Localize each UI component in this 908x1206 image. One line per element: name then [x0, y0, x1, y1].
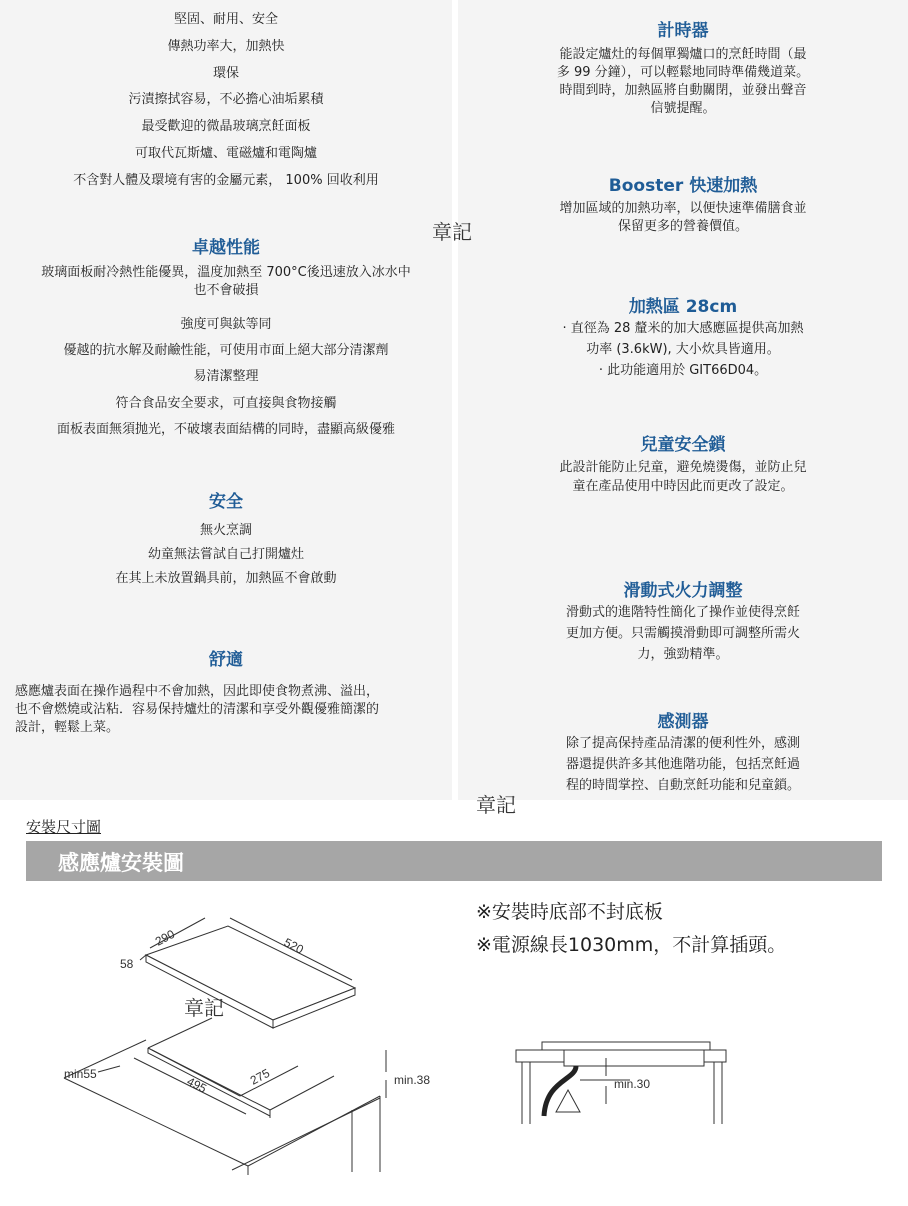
safety-line: 幼童無法嘗試自己打開爐灶: [147, 547, 304, 562]
timer-line: 信號提醒。: [650, 101, 716, 116]
sensor-line: 程的時間掌控、自動烹飪功能和兒童鎖。: [565, 778, 800, 793]
safety-line: 在其上未放置鍋具前，加熱區不會啟動: [115, 571, 337, 586]
comfort-line: 感應爐表面在操作過程中不會加熱，因此即使食物煮沸、溢出，: [15, 684, 380, 699]
performance-line: 優越的抗水解及耐鹼性能，可使用市面上絕大部分清潔劑: [63, 343, 389, 358]
dim-275-label: 275: [247, 1065, 273, 1088]
intro-line: 環保: [212, 66, 239, 81]
slider-line: 更加方便。只需觸摸滑動即可調整所需火: [565, 626, 800, 641]
childlock-line: 童在產品使用中時因此而更改了設定。: [572, 479, 794, 494]
childlock-line: 此設計能防止兒童，避免燒燙傷，並防止兒: [559, 460, 807, 475]
booster-line: 保留更多的營養價值。: [617, 219, 748, 234]
dim-min38-label: min.38: [394, 1073, 431, 1087]
safety-heading: 安全: [209, 492, 243, 512]
cross-section-diagram: [510, 1030, 770, 1150]
intro-line: 傳熱功率大，加熱快: [167, 39, 285, 54]
childlock-heading: 兒童安全鎖: [640, 435, 726, 455]
timer-line: 多 99 分鐘），可以輕鬆地同時準備幾道菜。: [556, 65, 810, 80]
slider-heading: 滑動式火力調整: [623, 581, 743, 601]
dim-495-label: 495: [184, 1074, 209, 1096]
comfort-heading: 舒適: [209, 650, 243, 670]
dim-520-label: 520: [281, 935, 306, 957]
zone-line: · 直徑為 28 釐米的加大感應區提供高加熱: [562, 321, 804, 336]
cooktop-cutout-diagram: [0, 900, 450, 1200]
performance-line: 符合食品安全要求，可直接與食物接觸: [115, 396, 337, 411]
intro-line: 不含對人體及環境有害的金屬元素， 100% 回收利用: [73, 173, 379, 188]
watermark-text: 章記: [432, 220, 472, 244]
intro-line: 污漬擦拭容易，不必擔心油垢累積: [128, 92, 324, 107]
performance-heading: 卓越性能: [192, 238, 260, 258]
timer-heading: 計時器: [657, 21, 709, 41]
intro-line: 最受歡迎的微晶玻璃烹飪面板: [141, 119, 311, 134]
watermark-text: 章記: [184, 996, 224, 1020]
dim-58-label: 58: [120, 957, 134, 971]
dim-min55-label: min55: [64, 1067, 97, 1081]
slider-line: 滑動式的進階特性簡化了操作並使得烹飪: [565, 605, 800, 620]
install-note: ※安裝時底部不封底板: [476, 901, 663, 923]
performance-line: 也不會破損: [193, 283, 259, 298]
install-banner: [26, 841, 882, 881]
performance-line: 易清潔整理: [193, 369, 259, 384]
zone-line: 功率 (3.6kW), 大小炊具皆適用。: [586, 342, 780, 357]
comfort-line: 設計，輕鬆上菜。: [15, 720, 120, 735]
intro-line: 可取代瓦斯爐、電磁爐和電陶爐: [134, 146, 317, 161]
install-dimensions-link[interactable]: 安裝尺寸圖: [26, 818, 102, 836]
sensor-line: 除了提高保持產品清潔的便利性外，感測: [565, 736, 800, 751]
features-panel-right: [458, 0, 908, 800]
safety-line: 無火烹調: [199, 523, 252, 538]
performance-line: 強度可與鈦等同: [180, 317, 272, 332]
timer-line: 能設定爐灶的每個單獨爐口的烹飪時間（最: [559, 47, 807, 62]
dim-min30-label: min.30: [614, 1077, 651, 1091]
dim-290-label: 290: [152, 926, 178, 949]
booster-line: 增加區域的加熱功率，以便快速準備膳食並: [559, 201, 807, 216]
zone-line: · 此功能適用於 GIT66D04。: [598, 363, 768, 378]
performance-line: 玻璃面板耐冷熱性能優異，溫度加熱至 700°C後迅速放入冰水中: [41, 265, 411, 280]
watermark-text: 章記: [476, 793, 516, 817]
zone-heading: 加熱區 28cm: [628, 297, 738, 317]
slider-line: 力，強勁精準。: [637, 647, 729, 662]
intro-line: 堅固、耐用、安全: [173, 12, 278, 27]
install-note: ※電源線長1030mm，不計算插頭。: [476, 934, 787, 956]
timer-line: 時間到時，加熱區將自動關閉，並發出聲音: [559, 83, 807, 98]
sensor-heading: 感測器: [657, 712, 709, 732]
booster-heading: Booster 快速加熱: [608, 176, 758, 196]
sensor-line: 器還提供許多其他進階功能，包括烹飪過: [565, 757, 800, 772]
comfort-line: 也不會燃燒或沾粘．容易保持爐灶的清潔和享受外觀優雅簡潔的: [15, 702, 380, 717]
install-banner-title: 感應爐安裝圖: [58, 851, 184, 875]
performance-line: 面板表面無須抛光，不破壞表面結構的同時，盡顯高級優雅: [56, 422, 395, 437]
